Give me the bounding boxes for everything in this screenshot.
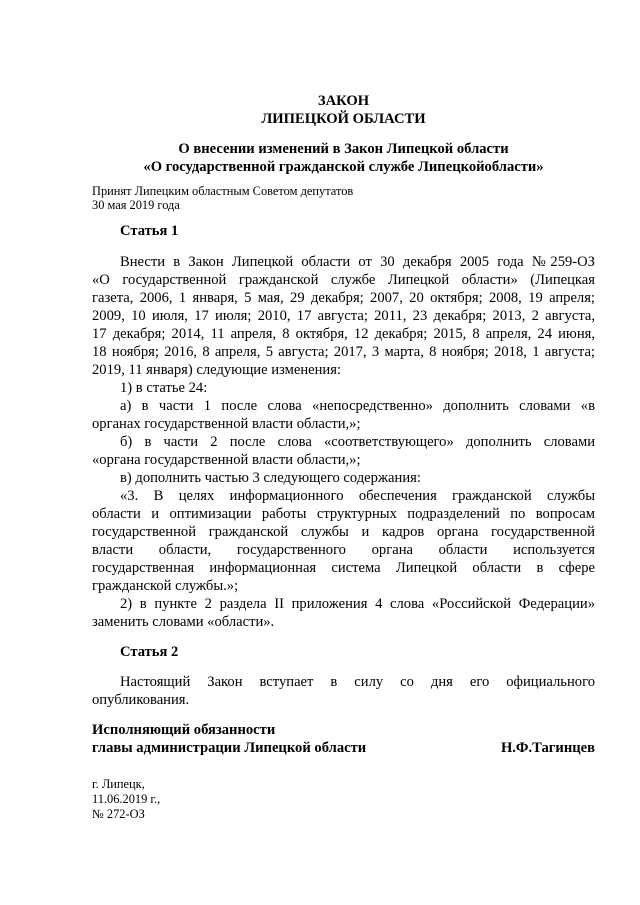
adoption-date: 30 мая 2019 года bbox=[92, 198, 180, 212]
article1-line: государственная информационная система Липецкой области в сфере bbox=[92, 560, 595, 576]
article1-line: а) в части 1 после слова «непосредственно» дополнить словами «в bbox=[120, 398, 595, 414]
article1-line: области и оптимизации работы структурных подразделений по вопросам bbox=[92, 506, 595, 522]
law-subtitle-line2: «О государственной гражданской службе Липецкойобласти» bbox=[143, 159, 544, 175]
article1-line: 2) в пункте 2 раздела II приложения 4 слова «Российской Федерации» bbox=[120, 596, 595, 612]
article1-heading: Статья 1 bbox=[120, 223, 179, 239]
signature-role-line2: главы администрации Липецкой области bbox=[92, 740, 367, 756]
article1-line: 1) в статье 24: bbox=[120, 380, 208, 396]
article1-line: Внести в Закон Липецкой области от 30 декабря 2005 года №259-ОЗ bbox=[120, 254, 595, 270]
article2-line: опубликования. bbox=[92, 692, 190, 708]
footer-date: 11.06.2019 г., bbox=[92, 792, 161, 806]
article1-line: в) дополнить частью 3 следующего содержания: bbox=[120, 470, 421, 486]
article1-line: «органа государственной власти области,»; bbox=[92, 452, 361, 468]
signature-role-line1: Исполняющий обязанности bbox=[92, 722, 276, 738]
article1-line: заменить словами «области». bbox=[92, 614, 275, 630]
article1-line: 18 ноября; 2016, 8 апреля, 5 августа; 2017, 3 марта, 8 ноября; 2018, 1 августа; bbox=[92, 344, 595, 360]
footer-number: № 272-ОЗ bbox=[92, 807, 145, 821]
article1-line: б) в части 2 после слова «соответствующего» дополнить словами bbox=[120, 434, 595, 450]
article1-line: органах государственной власти области,»; bbox=[92, 416, 361, 432]
law-title: ЗАКОН bbox=[317, 93, 370, 109]
signatory-name: Н.Ф.Тагинцев bbox=[500, 740, 595, 756]
article2-heading: Статья 2 bbox=[120, 644, 179, 660]
law-region: ЛИПЕЦКОЙ ОБЛАСТИ bbox=[261, 111, 426, 127]
article1-line: государственной гражданской службы и кадров органа государственной bbox=[92, 524, 595, 540]
article1-line: 2009, 10 июля, 17 июля; 2010, 17 августа; 2011, 23 декабря; 2013, 2 августа, bbox=[92, 308, 595, 324]
article1-line: «О государственной гражданской службе Липецкой области» (Липецкая bbox=[92, 272, 595, 288]
article1-line: власти области, государственного органа области используется bbox=[92, 542, 595, 558]
adoption-line1: Принят Липецким областным Советом депутатов bbox=[92, 184, 354, 198]
article1-line: газета, 2006, 1 января, 5 мая, 29 декабря; 2007, 20 октября; 2008, 19 апреля; bbox=[92, 290, 595, 306]
article2-line: Настоящий Закон вступает в силу со дня его официального bbox=[120, 674, 595, 690]
law-subtitle-line1: О внесении изменений в Закон Липецкой области bbox=[178, 141, 509, 157]
article1-line: гражданской службы.»; bbox=[92, 578, 239, 594]
article1-line: 17 декабря; 2014, 11 апреля, 8 октября, 12 декабря; 2015, 8 апреля, 24 июня, bbox=[92, 326, 595, 342]
article1-line: «3. В целях информационного обеспечения гражданской службы bbox=[120, 488, 595, 504]
article1-line: 2019, 11 января) следующие изменения: bbox=[92, 362, 341, 378]
footer-city: г. Липецк, bbox=[92, 777, 145, 791]
